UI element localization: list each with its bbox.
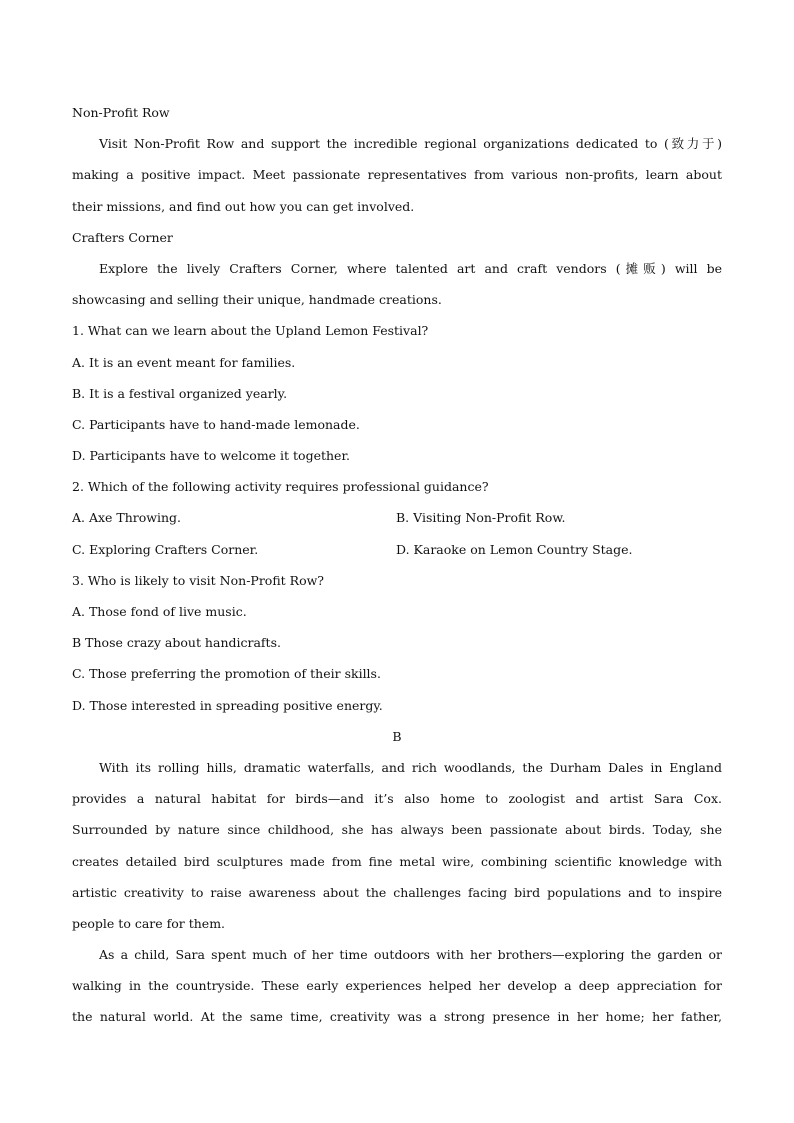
question-2-option-a: A. Axe Throwing. <box>72 510 182 526</box>
passage-b-para2-line-1: As a child, Sara spent much of her time outdoors with her brothers—exploring the garden or <box>99 947 722 963</box>
document-page <box>72 97 722 1033</box>
question-2-stem: 2. Which of the following activity requires professional guidance? <box>72 479 489 495</box>
question-2-option-d: D. Karaoke on Lemon Country Stage. <box>396 541 633 557</box>
question-3-option-b: B Those crazy about handicrafts. <box>72 635 281 651</box>
question-2-options-row-1 <box>72 502 722 533</box>
question-1-stem: 1. What can we learn about the Upland Lemon Festival? <box>72 323 429 339</box>
question-3-option-a: A. Those fond of live music. <box>72 604 247 619</box>
passage-b-para2-line-2: walking in the countryside. These early experiences helped her develop a deep appreciation for <box>72 978 722 994</box>
passage-b-para2-line-3: the natural world. At the same time, creativity was a strong presence in her home; her father, <box>72 1009 722 1025</box>
passage-b-para1-line-4: creates detailed bird sculptures made from fine metal wire, combining scientific knowledge with <box>72 853 722 869</box>
nonprofit-line-2: making a positive impact. Meet passionate representatives from various non-profits, learn about <box>72 167 722 183</box>
question-2-options-row-2 <box>72 534 722 565</box>
question-1-option-c: C. Participants have to hand-made lemonade. <box>72 416 360 432</box>
passage-b-para1-line-3: Surrounded by nature since childhood, she has always been passionate about birds. Today, she <box>72 822 722 838</box>
question-3-option-d: D. Those interested in spreading positive energy. <box>72 697 383 713</box>
question-2-option-b: B. Visiting Non-Profit Row. <box>396 510 566 526</box>
passage-b-para1-line-2: provides a natural habitat for birds—and it’s also home to zoologist and artist Sara Cox. <box>72 791 722 807</box>
crafters-title: Crafters Corner <box>72 229 173 245</box>
passage-b-heading: B <box>392 728 402 744</box>
question-3-option-c: C. Those preferring the promotion of their skills. <box>72 666 381 682</box>
question-3-stem: 3. Who is likely to visit Non-Profit Row? <box>72 572 324 588</box>
nonprofit-line-3: their missions, and find out how you can get involved. <box>72 198 415 214</box>
question-1-option-a: A. It is an event meant for families. <box>72 354 296 370</box>
passage-b-para1-line-5: artistic creativity to raise awareness about the challenges facing bird populations and to inspire <box>72 884 722 900</box>
passage-b-para1-line-1: With its rolling hills, dramatic waterfalls, and rich woodlands, the Durham Dales in England <box>99 759 722 775</box>
nonprofit-title: Non-Profit Row <box>72 105 170 120</box>
crafters-line-2: showcasing and selling their unique, handmade creations. <box>72 292 442 308</box>
question-1-option-d: D. Participants have to welcome it together. <box>72 448 351 464</box>
nonprofit-line-1: Visit Non-Profit Row and support the incredible regional organizations dedicated to (致力于) <box>99 136 722 152</box>
crafters-line-1: Explore the lively Crafters Corner, where talented art and craft vendors (摊贩) will be <box>99 260 722 276</box>
passage-b-para1-line-6: people to care for them. <box>72 915 226 931</box>
question-2-option-c: C. Exploring Crafters Corner. <box>72 541 259 557</box>
question-1-option-b: B. It is a festival organized yearly. <box>72 385 288 401</box>
